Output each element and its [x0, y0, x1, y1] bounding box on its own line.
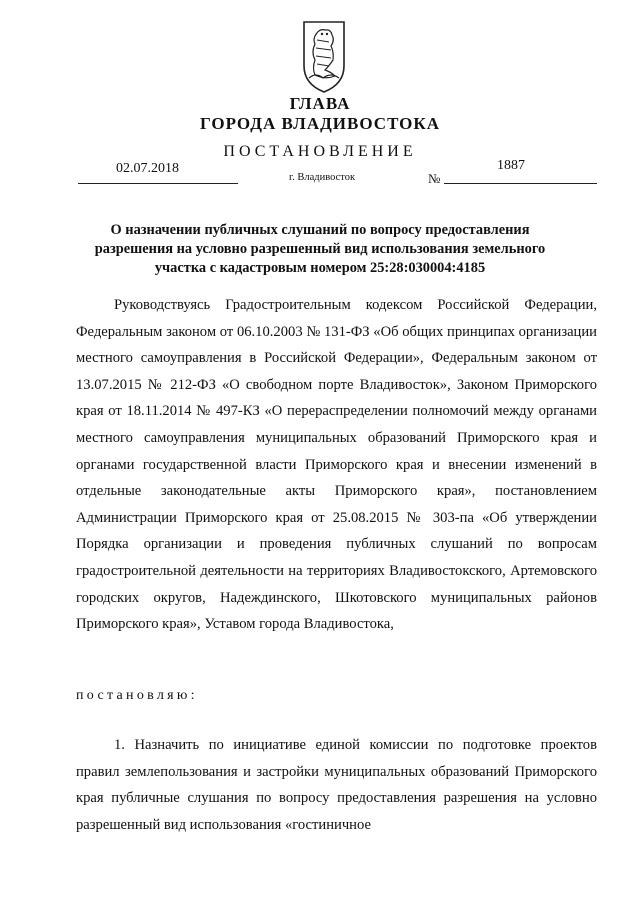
- date-underline: [78, 183, 238, 184]
- clause-block: [76, 732, 597, 838]
- preamble-paragraph: Руководствуясь Градостроительным кодексом Российской Федерации, Федеральным законом от 06.10.2003 № 131-ФЗ «Об общих принципах организации местного самоуправления в Российской Федерации», Федеральным законом от 13.07.2015 № 212-ФЗ «О свободном порте Владивосток», Законом Приморского края от 18.11.2014 № 497-КЗ «О перераспределении полномочий между органами местного самоуправления муниципальных образований Приморского края и органами государственной власти Приморского края и внесении изменений в отдельные законодательные акты Приморского края», постановлением Администрации Приморского края от 25.08.2015 № 303-па «Об утверждении Порядка организации и проведения публичных слушаний по вопросам градостроительной деятельности на территориях Владивостокского, Артемовского городских округов, Надеждинского, Шкотовского муниципальных районов Приморского края», Уставом города Владивостока,: [76, 297, 597, 633]
- vladivostok-coat-of-arms-icon: [301, 20, 347, 94]
- number-underline: [444, 183, 597, 184]
- resolve-word: постановляю:: [76, 688, 198, 703]
- header-title-line2: ГОРОДА ВЛАДИВОСТОКА: [199, 114, 441, 133]
- preamble-block: [76, 292, 597, 638]
- header-title-line1: ГЛАВА: [289, 94, 351, 113]
- document-number: 1887: [497, 158, 525, 173]
- document-date: 02.07.2018: [116, 161, 179, 176]
- document-city: г. Владивосток: [289, 172, 356, 183]
- number-sign: №: [428, 171, 441, 186]
- document-type: ПОСТАНОВЛЕНИЕ: [223, 143, 417, 160]
- document-subject: О назначении публичных слушаний по вопросу предоставления разрешения на условно разрешенный вид использования земельного участка с кадастровым номером 25:28:030004:4185: [94, 222, 546, 276]
- clause-1-paragraph: 1. Назначить по инициативе единой комиссии по подготовке проектов правил землепользования и застройки муниципальных образований Приморского края публичные слушания по вопросу предоставления разрешения на условно разрешенный вид использования «гостиничное: [76, 737, 597, 833]
